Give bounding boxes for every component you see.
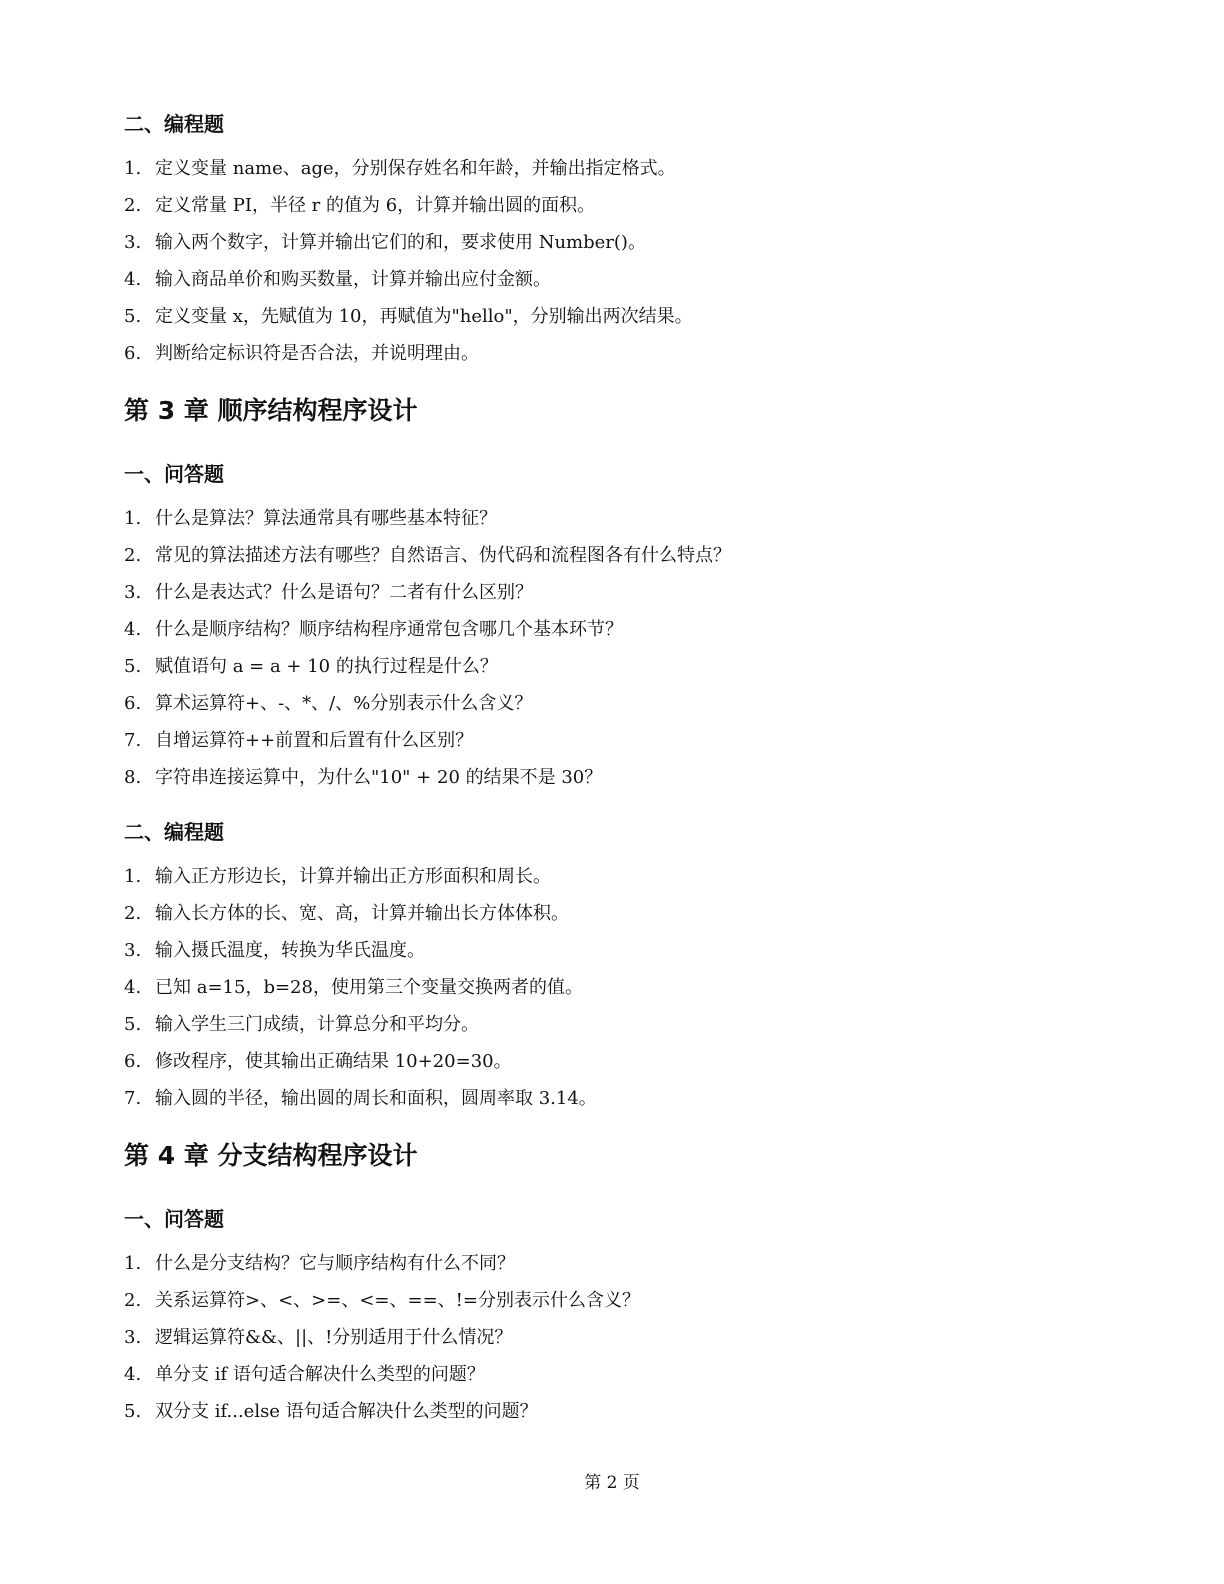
question-number: 6.: [124, 343, 142, 364]
question-item: [124, 335, 1104, 372]
question-list: [124, 500, 1104, 796]
question-text: 双分支 if...else 语句适合解决什么类型的问题？: [155, 1401, 538, 1422]
section-heading: 二、编程题: [124, 112, 224, 136]
question-number: 3.: [124, 940, 142, 961]
question-number: 5.: [124, 656, 142, 677]
question-text: 逻辑运算符&&、||、!分别适用于什么情况？: [155, 1327, 513, 1348]
question-number: 2.: [124, 195, 142, 216]
chapter-heading: 第 3 章 顺序结构程序设计: [124, 396, 418, 425]
section-heading: 二、编程题: [124, 820, 224, 844]
question-number: 1.: [124, 158, 142, 179]
question-item: [124, 759, 1104, 796]
question-item: [124, 150, 1104, 187]
question-number: 4.: [124, 1364, 142, 1385]
question-text: 输入学生三门成绩，计算总分和平均分。: [155, 1014, 479, 1035]
question-item: [124, 722, 1104, 759]
question-text: 定义常量 PI，半径 r 的值为 6，计算并输出圆的面积。: [155, 195, 596, 216]
question-number: 1.: [124, 1253, 142, 1274]
question-number: 3.: [124, 1327, 142, 1348]
question-item: [124, 1080, 1104, 1117]
question-number: 4.: [124, 269, 142, 290]
question-number: 5.: [124, 306, 142, 327]
question-number: 5.: [124, 1014, 142, 1035]
question-item: [124, 298, 1104, 335]
question-text: 输入圆的半径，输出圆的周长和面积，圆周率取 3.14。: [155, 1088, 597, 1109]
document-body: [124, 110, 1104, 1452]
question-text: 什么是分支结构？它与顺序结构有什么不同？: [155, 1253, 515, 1274]
question-number: 3.: [124, 232, 142, 253]
question-number: 5.: [124, 1401, 142, 1422]
question-text: 修改程序，使其输出正确结果 10+20=30。: [155, 1051, 512, 1072]
question-text: 输入长方体的长、宽、高，计算并输出长方体体积。: [155, 903, 569, 924]
question-number: 1.: [124, 866, 142, 887]
question-item: [124, 1356, 1104, 1393]
question-text: 单分支 if 语句适合解决什么类型的问题？: [155, 1364, 485, 1385]
question-text: 算术运算符+、-、*、/、%分别表示什么含义？: [155, 693, 533, 714]
question-text: 赋值语句 a = a + 10 的执行过程是什么？: [155, 656, 498, 677]
question-item: [124, 895, 1104, 932]
question-item: [124, 224, 1104, 261]
question-item: [124, 1393, 1104, 1430]
question-item: [124, 187, 1104, 224]
question-item: [124, 1282, 1104, 1319]
question-text: 已知 a=15，b=28，使用第三个变量交换两者的值。: [155, 977, 583, 998]
question-number: 2.: [124, 903, 142, 924]
question-text: 输入商品单价和购买数量，计算并输出应付金额。: [155, 269, 551, 290]
question-text: 关系运算符>、<、>=、<=、==、!=分别表示什么含义？: [155, 1290, 640, 1311]
question-text: 输入两个数字，计算并输出它们的和，要求使用 Number()。: [155, 232, 646, 253]
question-number: 4.: [124, 977, 142, 998]
question-item: [124, 1319, 1104, 1356]
question-number: 2.: [124, 1290, 142, 1311]
question-list: [124, 1245, 1104, 1430]
question-item: [124, 648, 1104, 685]
question-item: [124, 858, 1104, 895]
question-text: 判断给定标识符是否合法，并说明理由。: [155, 343, 479, 364]
question-number: 8.: [124, 767, 142, 788]
chapter-heading: 第 4 章 分支结构程序设计: [124, 1141, 418, 1170]
question-text: 常见的算法描述方法有哪些？自然语言、伪代码和流程图各有什么特点？: [155, 545, 731, 566]
section-heading: 一、问答题: [124, 1207, 224, 1231]
question-text: 定义变量 name、age，分别保存姓名和年龄，并输出指定格式。: [155, 158, 676, 179]
question-text: 什么是顺序结构？顺序结构程序通常包含哪几个基本环节？: [155, 619, 623, 640]
question-list: [124, 858, 1104, 1117]
question-item: [124, 685, 1104, 722]
question-text: 字符串连接运算中，为什么"10" + 20 的结果不是 30？: [155, 767, 603, 788]
question-item: [124, 1006, 1104, 1043]
question-number: 4.: [124, 619, 142, 640]
question-item: [124, 932, 1104, 969]
section-heading: 一、问答题: [124, 462, 224, 486]
question-list: [124, 150, 1104, 372]
question-number: 3.: [124, 582, 142, 603]
question-item: [124, 500, 1104, 537]
question-item: [124, 969, 1104, 1006]
question-text: 什么是表达式？什么是语句？二者有什么区别？: [155, 582, 533, 603]
question-text: 什么是算法？算法通常具有哪些基本特征？: [155, 508, 497, 529]
question-text: 自增运算符++前置和后置有什么区别？: [155, 730, 474, 751]
question-item: [124, 261, 1104, 298]
page-footer: 第 2 页: [584, 1473, 640, 1493]
question-item: [124, 611, 1104, 648]
question-text: 定义变量 x，先赋值为 10，再赋值为"hello"，分别输出两次结果。: [155, 306, 693, 327]
question-number: 6.: [124, 693, 142, 714]
question-item: [124, 1245, 1104, 1282]
question-text: 输入摄氏温度，转换为华氏温度。: [155, 940, 425, 961]
question-number: 7.: [124, 1088, 142, 1109]
question-number: 2.: [124, 545, 142, 566]
question-item: [124, 537, 1104, 574]
question-number: 1.: [124, 508, 142, 529]
question-item: [124, 574, 1104, 611]
question-number: 6.: [124, 1051, 142, 1072]
question-number: 7.: [124, 730, 142, 751]
question-item: [124, 1043, 1104, 1080]
question-text: 输入正方形边长，计算并输出正方形面积和周长。: [155, 866, 551, 887]
